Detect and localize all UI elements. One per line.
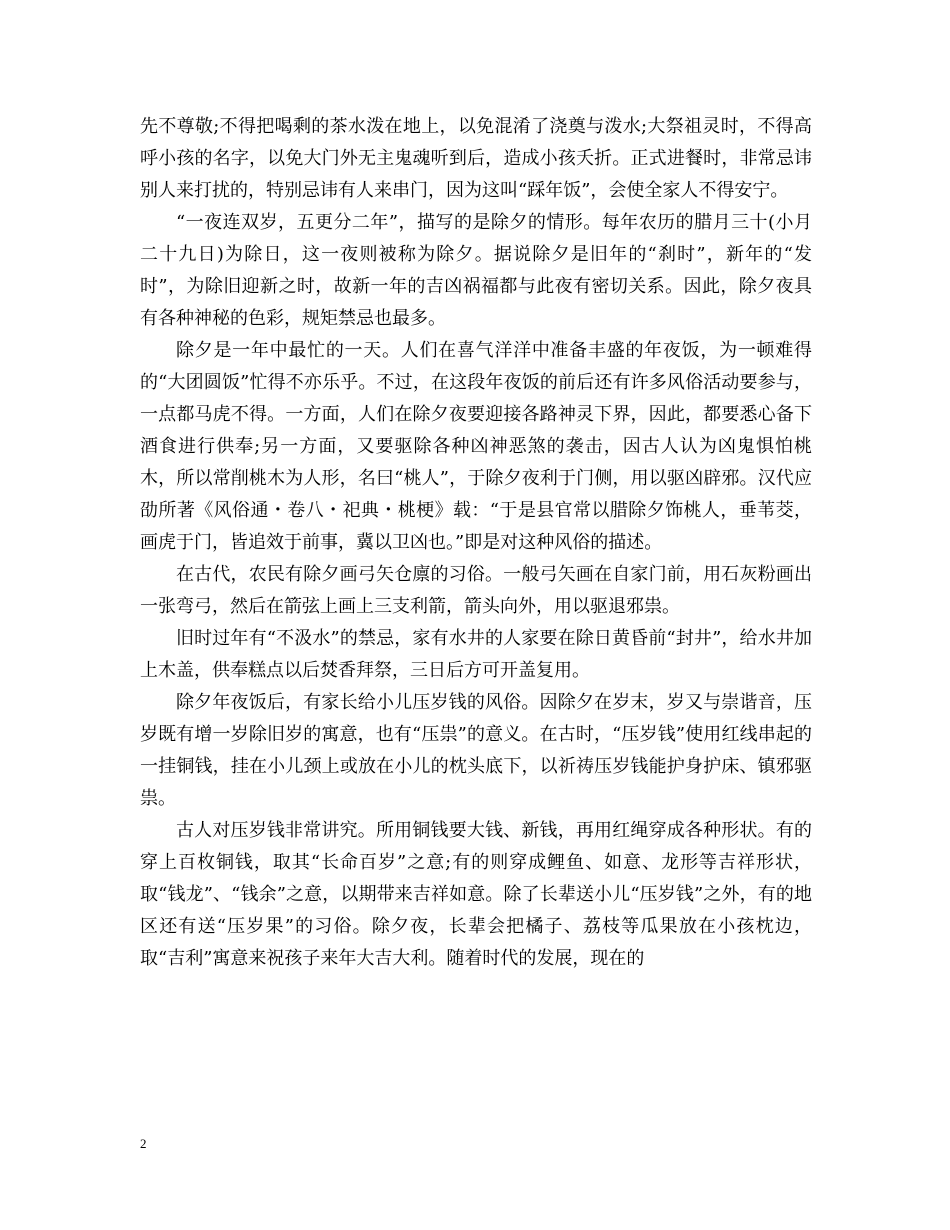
paragraph-2: “一夜连双岁，五更分二年”，描写的是除夕的情形。每年农历的腊月三十(小月二十九日)为除日，这一夜则被称为除夕。据说除夕是旧年的“刹时”，新年的“发时”，为除旧迎新之时，故新一年的吉凶祸福都与此夜有密切关系。因此，除夕夜具有各种神秘的色彩，规矩禁忌也最多。 — [140, 212, 812, 329]
document-body — [140, 111, 812, 975]
page-number: 2 — [140, 1136, 147, 1151]
paragraph-1: 先不尊敬;不得把喝剩的茶水泼在地上，以免混淆了浇奠与泼水;大祭祖灵时，不得高呼小孩的名字，以免大门外无主鬼魂听到后，造成小孩夭折。正式进餐时，非常忌讳别人来打扰的，特别忌讳有人来串门，因为这叫“踩年饭”，会使全家人不得安宁。 — [140, 116, 812, 201]
paragraph-4: 在古代，农民有除夕画弓矢仓廪的习俗。一般弓矢画在自家门前，用石灰粉画出一张弯弓，然后在箭弦上画上三支利箭，箭头向外，用以驱退邪祟。 — [140, 564, 812, 617]
paragraph-7: 古人对压岁钱非常讲究。所用铜钱要大钱、新钱，再用红绳穿成各种形状。有的穿上百枚铜钱，取其“长命百岁”之意;有的则穿成鲤鱼、如意、龙形等吉祥形状，取“钱龙”、“钱余”之意，以期带来吉祥如意。除了长辈送小儿“压岁钱”之外，有的地区还有送“压岁果”的习俗。除夕夜，长辈会把橘子、荔枝等瓜果放在小孩枕边，取“吉利”寓意来祝孩子来年大吉大利。随着时代的发展，现在的 — [140, 820, 812, 969]
paragraph-6: 除夕年夜饭后，有家长给小儿压岁钱的风俗。因除夕在岁末，岁又与崇谐音，压岁既有增一岁除旧岁的寓意，也有“压祟”的意义。在古时，“压岁钱”使用红线串起的一挂铜钱，挂在小儿颈上或放在小儿的枕头底下，以祈祷压岁钱能护身护床、镇邪驱祟。 — [140, 692, 812, 809]
paragraph-5: 旧时过年有“不汲水”的禁忌，家有水井的人家要在除日黄昏前“封井”，给水井加上木盖，供奉糕点以后焚香拜祭，三日后方可开盖复用。 — [140, 628, 812, 681]
paragraph-3: 除夕是一年中最忙的一天。人们在喜气洋洋中准备丰盛的年夜饭，为一顿难得的“大团圆饭”忙得不亦乐乎。不过，在这段年夜饭的前后还有许多风俗活动要参与，一点都马虎不得。一方面，人们在除夕夜要迎接各路神灵下界，因此，都要悉心备下酒食进行供奉;另一方面，又要驱除各种凶神恶煞的袭击，因古人认为凶鬼惧怕桃木，所以常削桃木为人形，名曰“桃人”，于除夕夜利于门侧，用以驱凶辟邪。汉代应劭所著《风俗通・卷八・祀典・桃梗》载：“于是县官常以腊除夕饰桃人，垂苇茭，画虎于门，皆追效于前事，冀以卫凶也。”即是对这种风俗的描述。 — [140, 340, 812, 553]
